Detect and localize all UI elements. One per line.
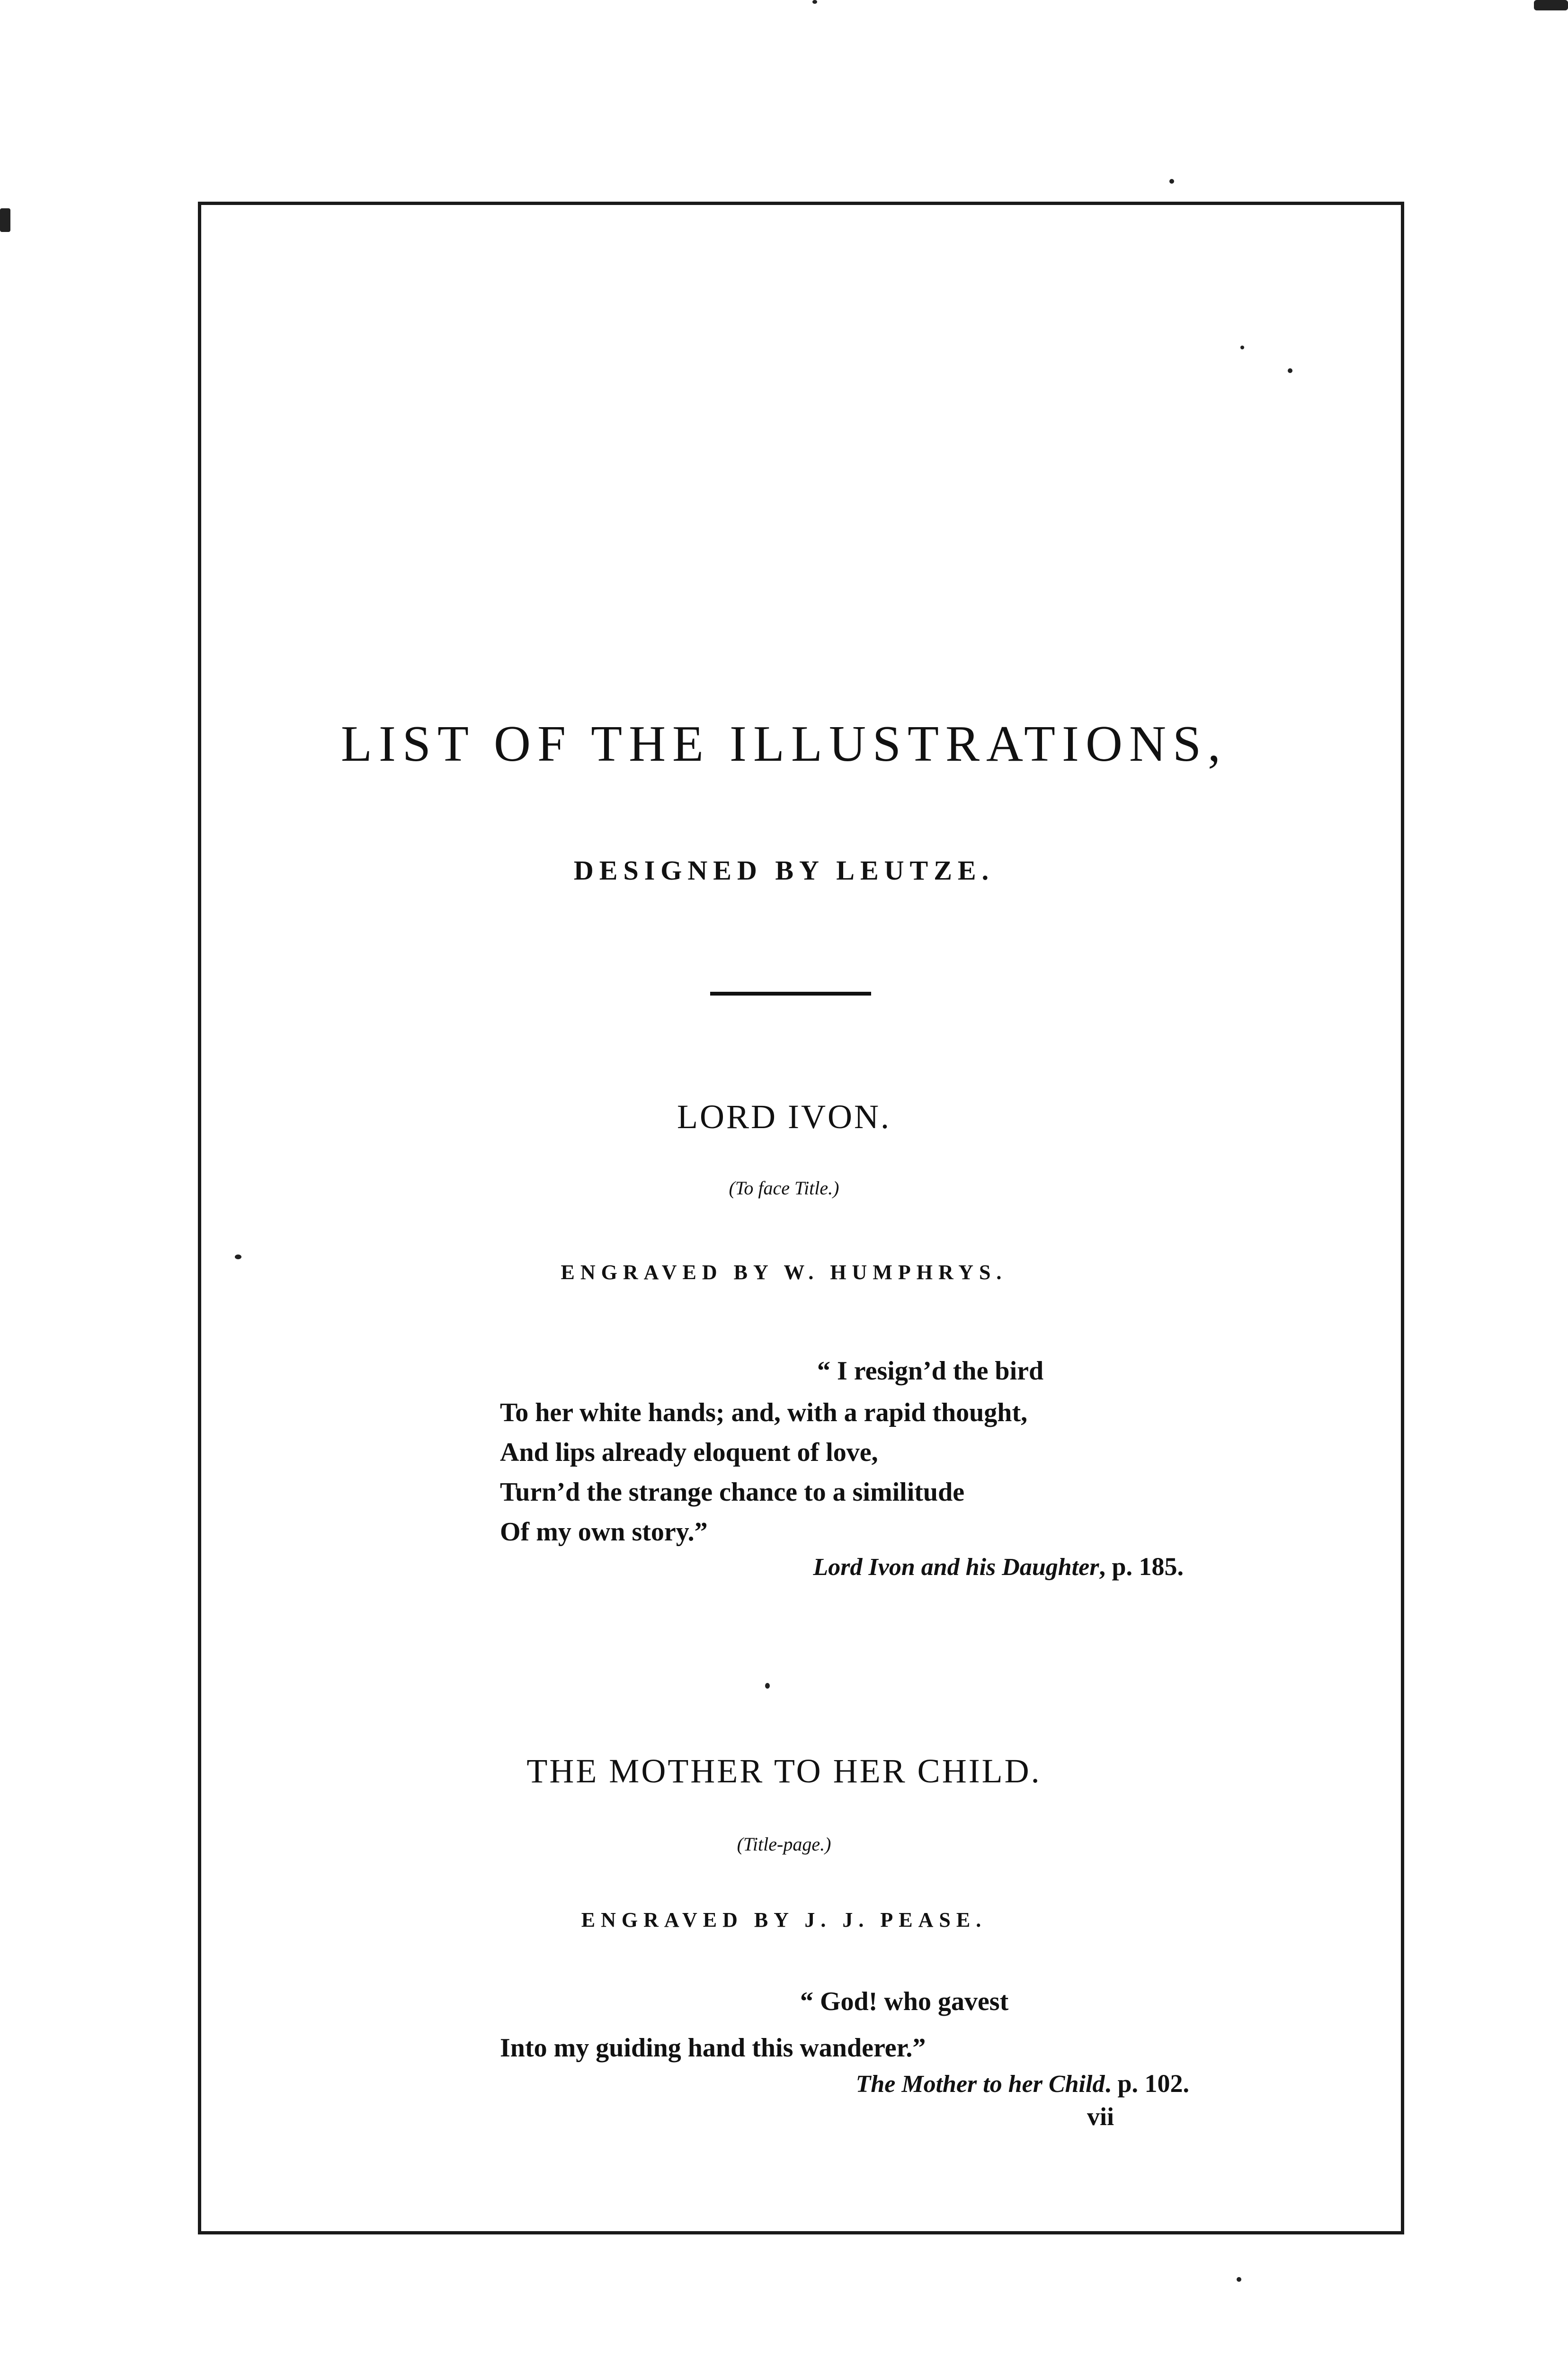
citation-page: . p. 102. <box>1105 2069 1189 2098</box>
illustration-note: (Title-page.) <box>737 1833 831 1855</box>
verse-line: Of my own story.” <box>500 1517 708 1547</box>
scan-speck <box>812 0 817 4</box>
citation-page: , p. 185. <box>1099 1552 1184 1581</box>
scan-speck <box>1534 0 1568 10</box>
page-subtitle: DESIGNED BY LEUTZE. <box>573 855 995 886</box>
citation-work: The Mother to her Child <box>855 2071 1105 2098</box>
engraver-credit: ENGRAVED BY W. HUMPHRYS. <box>561 1261 1007 1284</box>
scan-speck <box>0 208 10 232</box>
page-title: LIST OF THE ILLUSTRATIONS, <box>340 716 1228 772</box>
verse-line: Into my guiding hand this wanderer.” <box>500 2033 926 2063</box>
page-number: vii <box>1087 2102 1114 2131</box>
engraver-credit: ENGRAVED BY J. J. PEASE. <box>581 1908 987 1931</box>
verse-line: “ I resign’d the bird <box>817 1356 1044 1386</box>
scan-speck <box>1237 2277 1241 2282</box>
verse-citation <box>856 2069 1189 2098</box>
verse-line: And lips already eloquent of love, <box>500 1438 878 1467</box>
verse-line: To her white hands; and, with a rapid thought, <box>500 1398 1028 1427</box>
illustration-title: THE MOTHER TO HER CHILD. <box>526 1752 1042 1790</box>
scan-speck <box>1169 179 1174 184</box>
citation-work: Lord Ivon and his Daughter <box>813 1554 1099 1581</box>
title-divider <box>710 992 871 996</box>
verse-line: Turn’d the strange chance to a similitude <box>500 1477 965 1507</box>
verse-citation <box>813 1552 1184 1581</box>
illustration-note: (To face Title.) <box>729 1177 839 1199</box>
illustration-title: LORD IVON. <box>677 1098 891 1136</box>
verse-line: “ God! who gavest <box>800 1987 1009 2016</box>
